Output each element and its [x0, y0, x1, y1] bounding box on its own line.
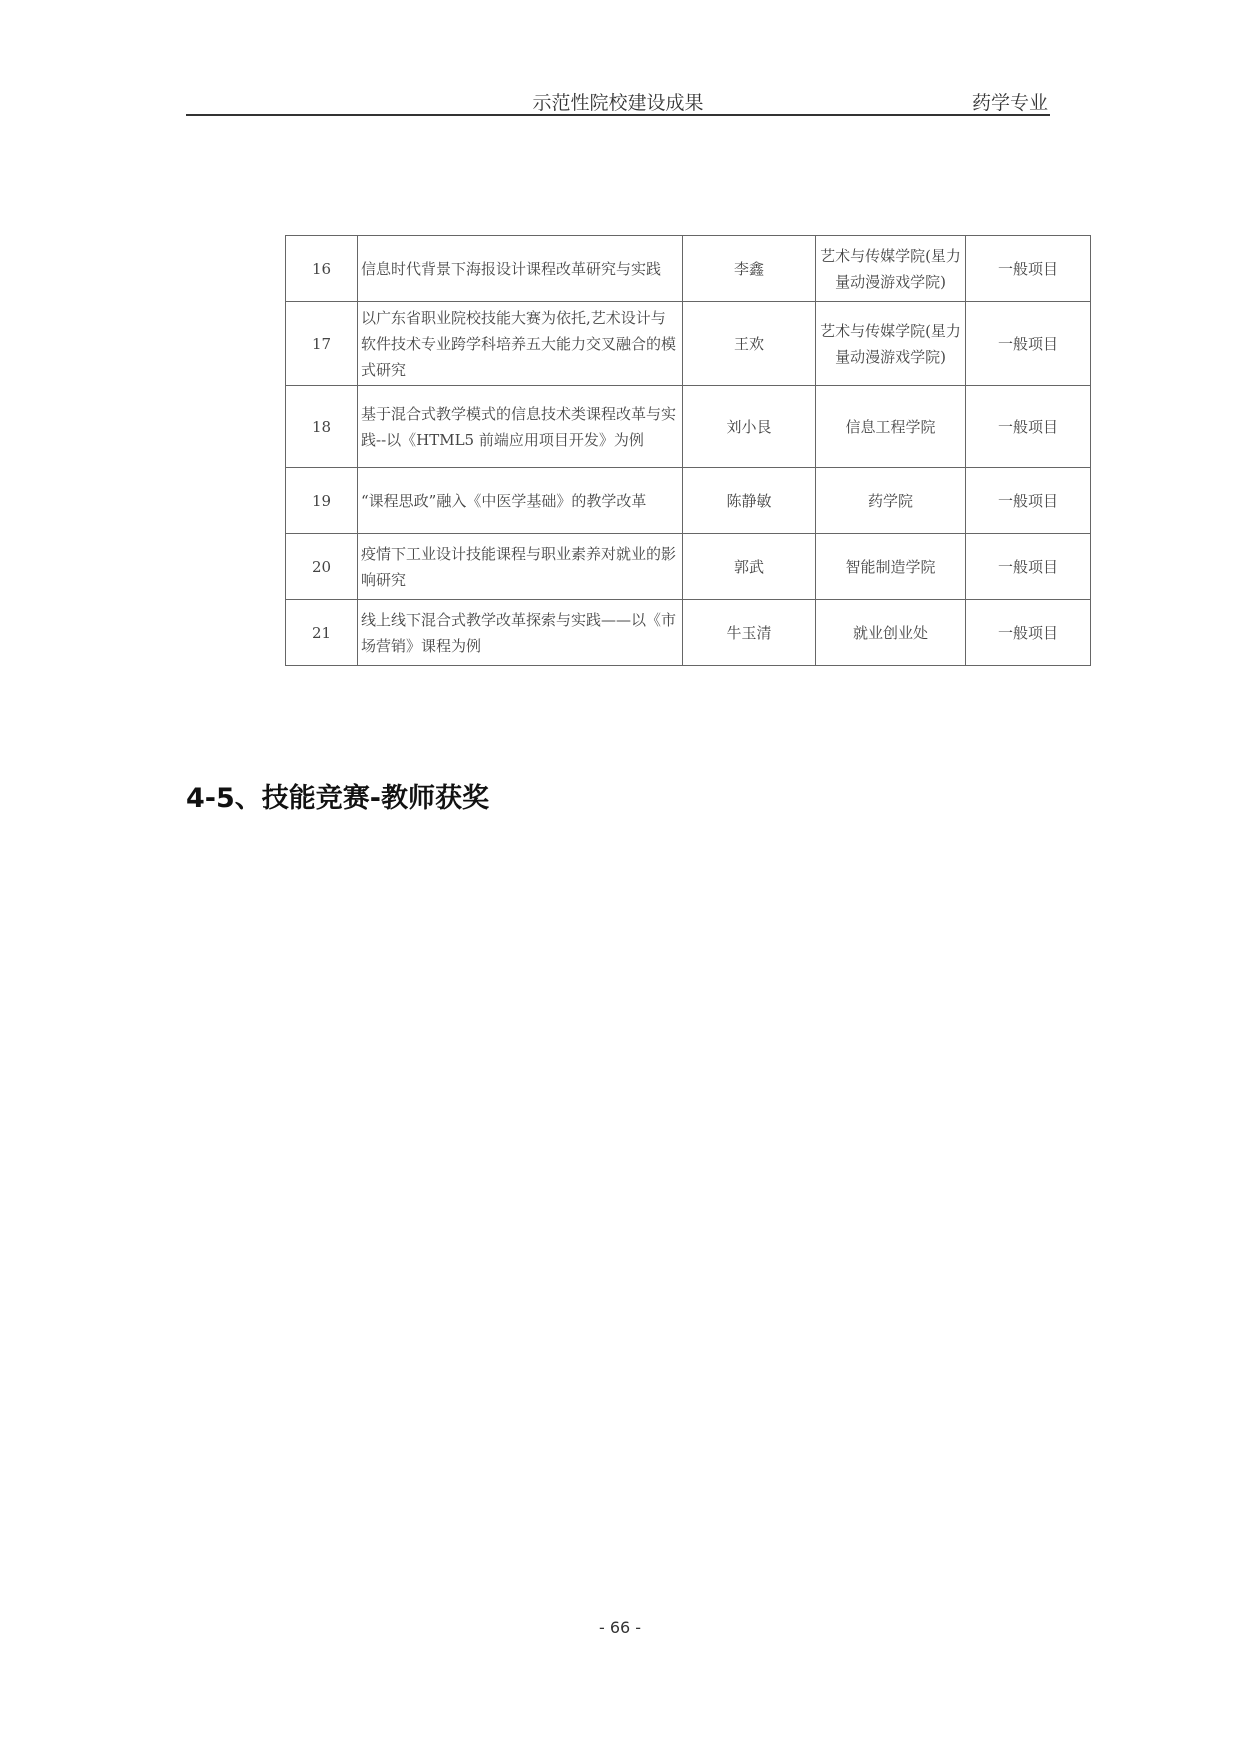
major-label: 药学专业 [971, 92, 1048, 114]
project-type: 一般项目 [966, 468, 1091, 534]
department: 艺术与传媒学院(星力量动漫游戏学院) [816, 302, 966, 386]
project-leader: 陈静敏 [683, 468, 816, 534]
project-title: 以广东省职业院校技能大赛为依托,艺术设计与软件技术专业跨学科培养五大能力交叉融合的模式研究 [358, 302, 683, 386]
page-number: - 66 - [598, 1618, 642, 1637]
row-number: 18 [286, 386, 358, 468]
table-row [286, 534, 1091, 600]
project-type: 一般项目 [966, 386, 1091, 468]
project-leader: 李鑫 [683, 236, 816, 302]
department: 信息工程学院 [816, 386, 966, 468]
department: 就业创业处 [816, 600, 966, 666]
page-header [186, 84, 1050, 116]
table-row [286, 468, 1091, 534]
department: 智能制造学院 [816, 534, 966, 600]
row-number: 21 [286, 600, 358, 666]
section-heading: 4-5、技能竞赛-教师获奖 [186, 783, 489, 814]
table-row [286, 236, 1091, 302]
table-row [286, 600, 1091, 666]
project-leader: 牛玉清 [683, 600, 816, 666]
row-number: 19 [286, 468, 358, 534]
project-title: 信息时代背景下海报设计课程改革研究与实践 [358, 236, 683, 302]
table-row [286, 386, 1091, 468]
row-number: 20 [286, 534, 358, 600]
row-number: 17 [286, 302, 358, 386]
project-title: “课程思政”融入《中医学基础》的教学改革 [358, 468, 683, 534]
row-number: 16 [286, 236, 358, 302]
department: 艺术与传媒学院(星力量动漫游戏学院) [816, 236, 966, 302]
project-leader: 刘小艮 [683, 386, 816, 468]
table-row [286, 302, 1091, 386]
project-title: 线上线下混合式教学改革探索与实践——以《市场营销》课程为例 [358, 600, 683, 666]
department: 药学院 [816, 468, 966, 534]
project-title: 疫情下工业设计技能课程与职业素养对就业的影响研究 [358, 534, 683, 600]
project-type: 一般项目 [966, 600, 1091, 666]
project-type: 一般项目 [966, 236, 1091, 302]
project-type: 一般项目 [966, 534, 1091, 600]
project-leader: 王欢 [683, 302, 816, 386]
projects-table [285, 235, 1091, 666]
project-type: 一般项目 [966, 302, 1091, 386]
project-title: 基于混合式教学模式的信息技术类课程改革与实践--以《HTML5 前端应用项目开发》为例 [358, 386, 683, 468]
project-leader: 郭武 [683, 534, 816, 600]
document-title: 示范性院校建设成果 [532, 92, 704, 114]
